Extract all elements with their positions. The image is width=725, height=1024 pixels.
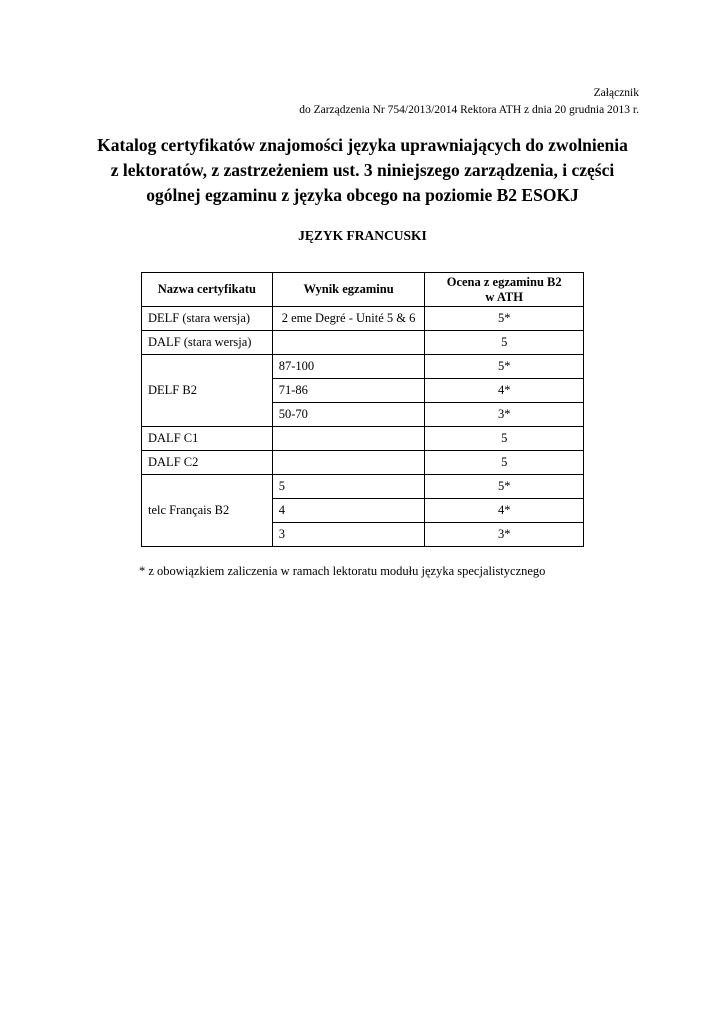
ath-grade: 5 <box>425 427 584 451</box>
ath-grade: 5 <box>425 451 584 475</box>
column-header-grade-line-1: Ocena z egzaminu B2 <box>446 274 562 289</box>
title-line-1: Katalog certyfikatów znajomości języka uprawniających do zwolnienia <box>97 135 628 155</box>
ath-grade: 3* <box>425 403 584 427</box>
table-row <box>142 307 584 331</box>
ath-grade: 5 <box>425 331 584 355</box>
footnote: * z obowiązkiem zaliczenia w ramach lektoratu modułu języka specjalistycznego <box>139 564 546 578</box>
certificate-name: DELF B2 <box>142 355 273 427</box>
exam-result <box>272 427 425 451</box>
table-row <box>142 475 584 499</box>
exam-result: 4 <box>272 499 425 523</box>
ath-grade: 4* <box>425 379 584 403</box>
exam-result: 71-86 <box>272 379 425 403</box>
table-row <box>142 427 584 451</box>
column-header-certificate: Nazwa certyfikatu <box>142 273 273 307</box>
exam-result: 2 eme Degré - Unité 5 & 6 <box>272 307 425 331</box>
attachment-label: Załącznik <box>593 87 639 99</box>
column-header-grade-line-2: w ATH <box>485 289 523 304</box>
table-row <box>142 451 584 475</box>
table-row <box>142 331 584 355</box>
title-line-3: ogólnej egzaminu z języka obcego na poziomie B2 ESOKJ <box>146 185 579 205</box>
attachment-reference: do Zarządzenia Nr 754/2013/2014 Rektora ATH z dnia 20 grudnia 2013 r. <box>299 104 639 116</box>
certificate-name: DELF (stara wersja) <box>142 307 273 331</box>
certificate-table <box>141 272 584 547</box>
title-line-2: z lektoratów, z zastrzeżeniem ust. 3 niniejszego zarządzenia, i części <box>110 160 615 180</box>
exam-result: 3 <box>272 523 425 547</box>
certificate-name: DALF C2 <box>142 451 273 475</box>
attachment-header <box>299 85 639 119</box>
ath-grade: 5* <box>425 355 584 379</box>
ath-grade: 3* <box>425 523 584 547</box>
certificate-name: telc Français B2 <box>142 475 273 547</box>
language-heading: JĘZYK FRANCUSKI <box>298 228 427 243</box>
exam-result: 5 <box>272 475 425 499</box>
exam-result <box>272 331 425 355</box>
document-title <box>60 133 665 208</box>
ath-grade: 4* <box>425 499 584 523</box>
exam-result: 50-70 <box>272 403 425 427</box>
certificate-name: DALF C1 <box>142 427 273 451</box>
certificate-name: DALF (stara wersja) <box>142 331 273 355</box>
ath-grade: 5* <box>425 307 584 331</box>
exam-result: 87-100 <box>272 355 425 379</box>
ath-grade: 5* <box>425 475 584 499</box>
column-header-result: Wynik egzaminu <box>272 273 425 307</box>
table-row <box>142 355 584 379</box>
column-header-grade <box>425 273 584 307</box>
exam-result <box>272 451 425 475</box>
table-header-row <box>142 273 584 307</box>
